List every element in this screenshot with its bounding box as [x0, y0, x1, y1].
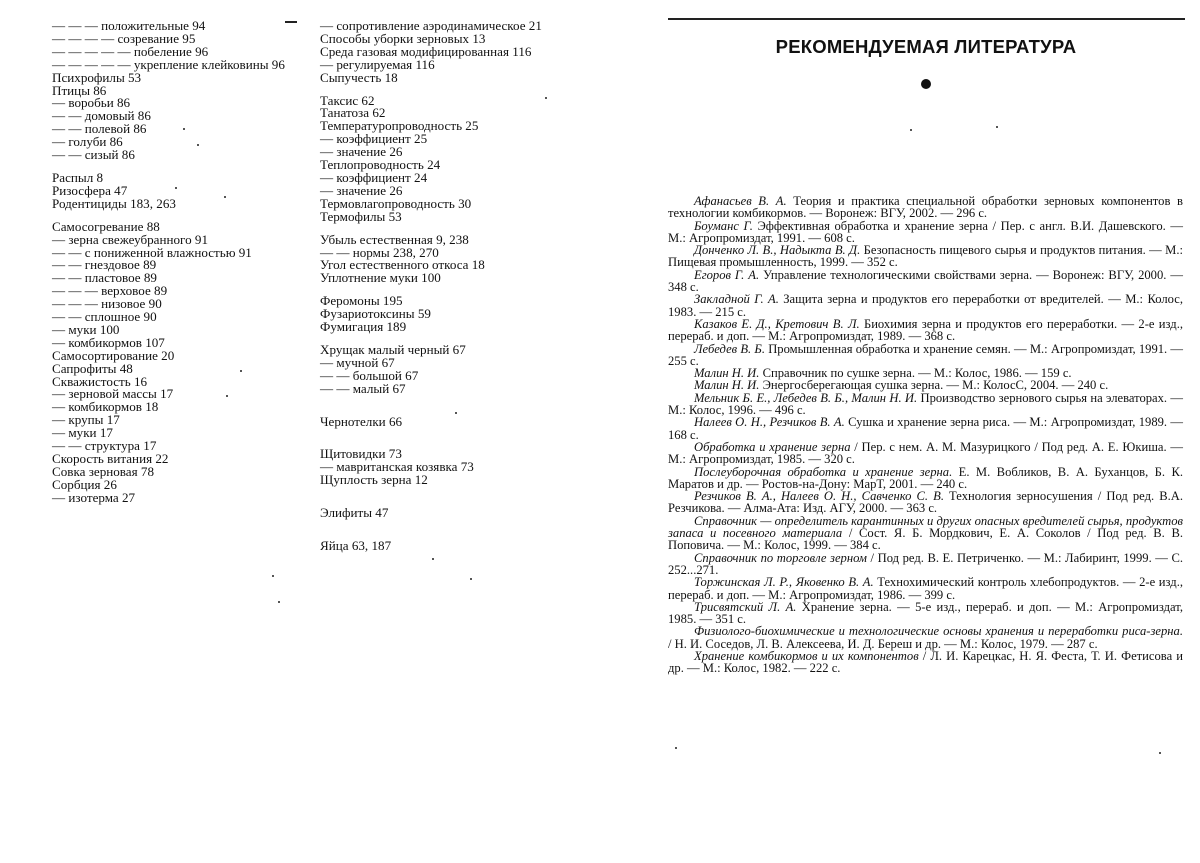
index-entry: Щитовидки 73 — [320, 446, 402, 462]
reference-author: Резчиков В. А., Налеев О. Н., Савченко С. В. — [694, 489, 944, 504]
reference-author: Донченко Л. В., Надыкта В. Д. — [694, 243, 861, 258]
index-entry: — — с пониженной влажностью 91 — [52, 244, 252, 260]
scan-speck — [996, 126, 998, 128]
index-entry: — — сплошное 90 — [52, 309, 157, 325]
index-entry: Способы уборки зерновых 13 — [320, 30, 486, 46]
reference-details: / Л. И. Карецкас, Н. Я. Феста, Т. И. Фетисова и др. — М.: Колос, 1982. — 222 с. — [668, 648, 1183, 676]
index-entry: — — полевой 86 — [52, 121, 147, 137]
reference-details: Биохимия зерна и продуктов его переработки. — 2-е изд., перераб. и доп. — М.: Агропромиздат, 1989. — 368 с. — [668, 316, 1183, 344]
index-entry: — — домовый 86 — [52, 108, 151, 124]
index-entry: — — — низовое 90 — [52, 296, 162, 312]
index-entry: Самосогревание 88 — [52, 218, 160, 234]
index-entry: Фумигация 189 — [320, 319, 407, 335]
reference-author: Налеев О. Н., Резчиков В. А. — [694, 415, 845, 430]
scan-speck — [224, 196, 226, 198]
index-entry: Совка зерновая 78 — [52, 463, 155, 479]
index-entry: — коэффициент 24 — [320, 169, 428, 185]
reference-author: Боуманс Г. — [694, 218, 753, 233]
reference-item — [668, 244, 1183, 269]
index-entry: Птицы 86 — [52, 82, 107, 98]
scan-speck — [226, 395, 228, 397]
reference-details: Е. М. Вобликов, В. А. Буханцов, Б. К. Маратов и др. — Ростов-на-Дону: МарТ, 2001. — 240 с. — [668, 464, 1183, 491]
reference-author: Афанасьев В. А. — [694, 194, 787, 208]
index-entry: Ризосфера 47 — [52, 182, 128, 198]
reference-details: Технохимический контроль хлебопродуктов. — 2-е изд., перераб. и доп. — М.: Агропромиздат, 1986. — 399 с. — [668, 575, 1183, 602]
reference-details: / Сост. Я. Б. Мордкович, Е. А. Соколов / Под ред. В. В. Поповича. — М.: Колос, 1999. — 384 с. — [668, 526, 1183, 553]
scan-speck — [470, 578, 472, 580]
index-entry: — — — верховое 89 — [52, 283, 168, 299]
index-entry: — изотерма 27 — [52, 489, 136, 505]
index-entry: Таксис 62 — [320, 92, 375, 108]
index-entry: — значение 26 — [320, 144, 403, 160]
index-entry: — — малый 67 — [320, 380, 406, 396]
reference-author: Казаков Е. Д., Кретович В. Л. — [694, 316, 860, 331]
reference-item — [668, 515, 1183, 552]
index-entry: Скважистость 16 — [52, 373, 148, 389]
index-entry: Психрофилы 53 — [52, 69, 142, 85]
reference-details: Промышленная обработка и хранение семян. — М.: Агропромиздат, 1991. — 255 с. — [668, 341, 1183, 368]
reference-item — [668, 625, 1183, 650]
index-entry: Распыл 8 — [52, 169, 104, 185]
scan-speck — [240, 370, 242, 372]
index-entry: — крупы 17 — [52, 412, 120, 428]
reference-details: Управление технологическими свойствами зерна. — Воронеж: ВГУ, 2000. — 348 с. — [668, 267, 1183, 295]
reference-author: Малин Н. И. — [694, 378, 760, 393]
index-entry: Щуплость зерна 12 — [320, 472, 428, 488]
reference-author: Физиолого-биохимические и технологические основы хранения и переработки риса-зерна. — [694, 624, 1183, 639]
reference-item — [668, 416, 1183, 441]
reference-author: Послеуборочная обработка и хранение зерна. — [694, 464, 953, 479]
reference-author: Справочник по торговле зерном — [694, 550, 867, 565]
reference-item — [668, 490, 1183, 515]
reference-details: Эффективная обработка и хранение зерна / Пер. с англ. В.И. Дашевского. — М.: Агропромиздат, 1991. — 608 с. — [668, 218, 1183, 245]
index-entry: Элифиты 47 — [320, 505, 389, 521]
reference-item — [668, 293, 1183, 318]
index-entry: Сыпучесть 18 — [320, 69, 398, 85]
scan-speck — [183, 128, 185, 130]
reference-item — [668, 552, 1183, 577]
index-entry: — — нормы 238, 270 — [320, 244, 439, 260]
subject-index-column-right — [320, 20, 582, 553]
reference-item — [668, 576, 1183, 601]
index-entry: Теплопроводность 24 — [320, 157, 441, 173]
index-entry: — — сизый 86 — [52, 147, 135, 163]
index-entry: Угол естественного откоса 18 — [320, 257, 485, 273]
index-entry: — регулируемая 116 — [320, 56, 435, 72]
index-entry: — — — положительные 94 — [52, 18, 206, 33]
references-page — [665, 0, 1187, 863]
scan-speck — [278, 601, 280, 603]
reference-item — [668, 441, 1183, 466]
reference-details: Безопасность пищевого сырья и продуктов питания. — М.: Пищевая промышленность, 1999. — 352 с. — [668, 243, 1183, 270]
reference-author: Егоров Г. А. — [694, 267, 760, 282]
scan-speck — [272, 575, 274, 577]
reference-author: Торжинская Л. Р., Яковенко В. А. — [694, 575, 874, 590]
reference-item — [668, 466, 1183, 491]
index-entry: Феромоны 195 — [320, 293, 403, 309]
index-entry: Убыль естественная 9, 238 — [320, 231, 469, 247]
index-entry: Чернотелки 66 — [320, 413, 403, 429]
page-mark — [285, 21, 297, 23]
index-entry: — — гнездовое 89 — [52, 257, 157, 273]
reference-author: Справочник — определитель карантинных и других опасных вредителей сырья, продуктов запаса и посевного материала — [668, 513, 1183, 541]
reference-item — [668, 195, 1183, 220]
reference-details: Справочник по сушке зерна. — М.: Колос, 1986. — 159 с. — [759, 366, 1072, 381]
scan-speck — [1159, 752, 1161, 754]
scan-speck — [910, 129, 912, 131]
top-rule — [668, 18, 1185, 20]
index-entry: — — — — — побеление 96 — [52, 43, 209, 59]
index-entry: — муки 100 — [52, 321, 120, 337]
index-entry: — — большой 67 — [320, 367, 419, 383]
reference-details: / Н. И. Соседов, Л. В. Алексеева, И. Д. Береш и др. — М.: Колос, 1979. — 287 с. — [668, 636, 1098, 651]
scan-speck — [197, 144, 199, 146]
index-entry: — — структура 17 — [52, 438, 157, 454]
index-entry: Скорость витания 22 — [52, 451, 169, 466]
reference-list — [668, 195, 1183, 675]
index-entry: — значение 26 — [320, 182, 403, 198]
index-entry: Сапрофиты 48 — [52, 360, 133, 376]
index-entry: Уплотнение муки 100 — [320, 270, 441, 286]
scan-speck — [675, 747, 677, 749]
reference-details: Сушка и хранение зерна риса. — М.: Агропромиздат, 1989. — 168 с. — [668, 415, 1184, 442]
reference-item — [668, 650, 1183, 675]
reference-item — [668, 269, 1183, 294]
reference-author: Малин Н. И. — [694, 366, 760, 381]
scan-speck — [175, 187, 177, 189]
reference-details: Защита зерна и продуктов его переработки от вредителей. — М.: Колос, 1983. — 215 с. — [668, 292, 1183, 319]
subject-index-column-left — [52, 20, 292, 505]
scan-speck — [432, 558, 434, 560]
reference-author: Хранение комбикормов и их компонентов — [694, 648, 919, 663]
reference-author: Лебедев В. Б. — [694, 341, 765, 356]
index-entry: Хрущак малый черный 67 — [320, 341, 466, 357]
index-entry: Сорбция 26 — [52, 476, 117, 492]
reference-item — [668, 318, 1183, 343]
index-entry: Танатоза 62 — [320, 105, 386, 121]
index-entry: — зерновой массы 17 — [52, 386, 174, 402]
index-entry: — комбикормов 107 — [52, 334, 165, 350]
index-entry: Яйца 63, 187 — [320, 538, 392, 554]
scan-speck — [545, 97, 547, 99]
scan-speck — [455, 412, 457, 414]
reference-item — [668, 392, 1183, 417]
reference-details: / Под ред. В. Е. Петриченко. — М.: Лабиринт, 1999. — С. 252...271. — [668, 550, 1183, 577]
reference-details: / Пер. с нем. А. М. Мазурицкого / Под ред. А. Е. Юкиша. — М.: Агропромиздат, 1985. — 320 с. — [668, 439, 1183, 467]
index-entry: — муки 17 — [52, 425, 113, 441]
index-entry: Термовлагопроводность 30 — [320, 195, 472, 211]
index-entry: Родентициды 183, 263 — [52, 195, 176, 211]
index-entry: — мучной 67 — [320, 354, 395, 370]
reference-item — [668, 220, 1183, 245]
page-title: РЕКОМЕНДУЕМАЯ ЛИТЕРАТУРА — [775, 36, 1077, 57]
reference-details: Теория и практика специальной обработки зерновых компонентов в технологии комбикормов. — Воронеж: ВГУ, 2002. — 296 с. — [668, 194, 1183, 221]
index-entry: Термофилы 53 — [320, 208, 402, 224]
index-entry: — — пластовое 89 — [52, 270, 157, 286]
index-gap — [320, 396, 582, 406]
index-entry: — мавританская козявка 73 — [320, 459, 474, 475]
bullet-ornament — [921, 79, 931, 89]
reference-author: Трисвятский Л. А. — [694, 599, 797, 614]
index-gap — [320, 487, 582, 497]
index-entry: Температуропроводность 25 — [320, 118, 479, 134]
reference-item — [668, 343, 1183, 368]
index-entry: — комбикормов 18 — [52, 399, 159, 415]
index-entry: Самосортирование 20 — [52, 347, 175, 363]
reference-item — [668, 601, 1183, 626]
reference-author: Мельник Б. Е., Лебедев В. Б., Малин Н. И. — [694, 390, 918, 405]
index-gap — [320, 428, 582, 438]
index-entry: — — — — созревание 95 — [52, 30, 196, 46]
reference-details: Производство зернового сырья на элеваторах. — М.: Колос, 1996. — 496 с. — [668, 390, 1183, 418]
reference-details: Хранение зерна. — 5-е изд., перераб. и доп. — М.: Агропромиздат, 1985. — 351 с. — [668, 599, 1183, 627]
index-entry: — голуби 86 — [52, 134, 123, 150]
reference-details: Энергосберегающая сушка зерна. — М.: КолосС, 2004. — 240 с. — [759, 378, 1109, 393]
index-gap — [320, 520, 582, 530]
index-entry: — — — — — укрепление клейковины 96 — [52, 56, 285, 72]
reference-author: Обработка и хранение зерна — [694, 439, 851, 454]
index-entry: — зерна свежеубранного 91 — [52, 231, 208, 247]
reference-author: Закладной Г. А. — [694, 292, 779, 307]
index-entry: Среда газовая модифицированная 116 — [320, 43, 532, 59]
reference-details: Технология зерносушения / Под ред. В.А. Резчикова. — Алма-Ата: Изд. АГУ, 2000. — 363 с. — [668, 489, 1184, 516]
index-entry: Фузариотоксины 59 — [320, 306, 431, 322]
index-entry: — воробьи 86 — [52, 95, 131, 111]
index-entry: — коэффициент 25 — [320, 131, 428, 147]
index-entry: — сопротивление аэродинамическое 21 — [320, 18, 542, 33]
